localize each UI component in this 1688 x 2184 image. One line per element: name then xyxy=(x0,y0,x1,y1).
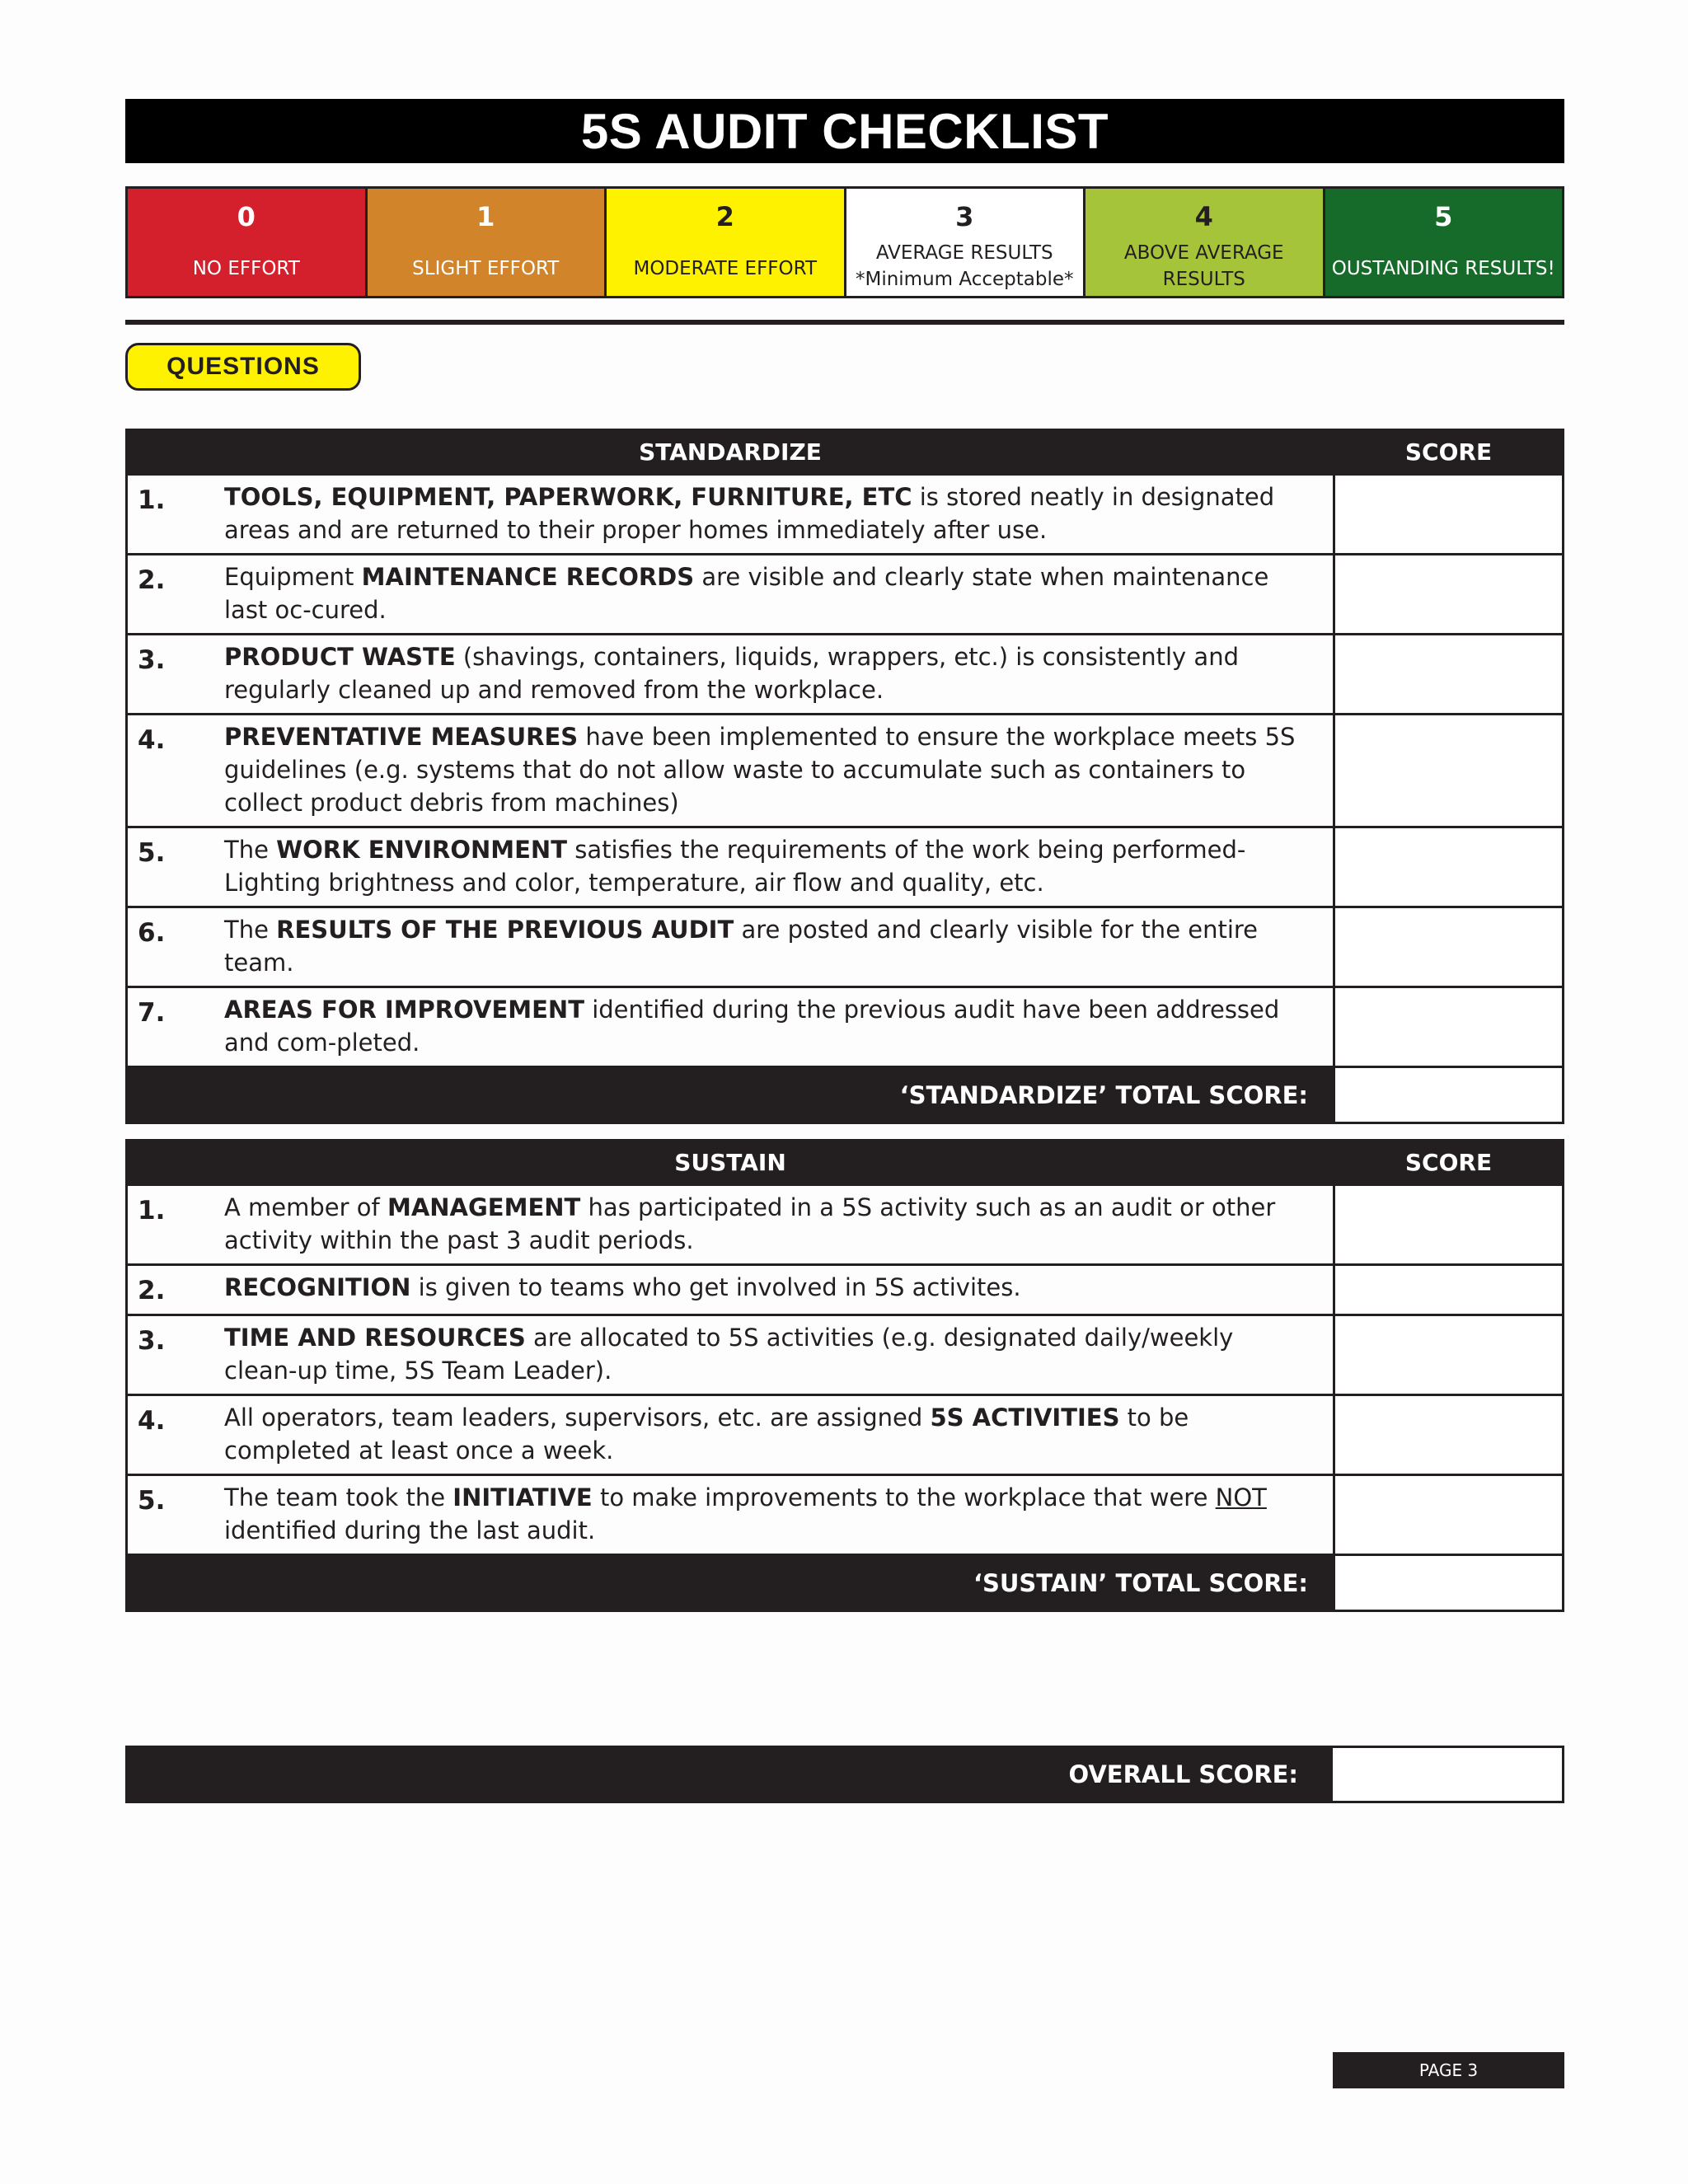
question-text xyxy=(224,1271,1021,1307)
question-text-fragment: have been implemented to ensure the workplace meets 5S guidelines (e.g. systems that do not allow waste to accumulate such as containers to collect product debris from machines) xyxy=(224,723,1296,817)
standardize-question-row xyxy=(127,715,1564,827)
question-number: 5. xyxy=(138,1486,166,1516)
question-text-fragment: Equipment xyxy=(224,563,362,591)
standardize-question-row xyxy=(127,987,1564,1067)
question-text-fragment: PREVENTATIVE MEASURES xyxy=(224,723,579,751)
question-text-fragment: The team took the xyxy=(224,1483,453,1511)
question-number: 2. xyxy=(138,565,166,595)
question-text-fragment: MANAGEMENT xyxy=(387,1193,581,1221)
question-text-fragment: MAINTENANCE RECORDS xyxy=(361,563,695,591)
score-field[interactable] xyxy=(1334,635,1564,715)
scale-level-2 xyxy=(607,189,846,296)
standardize-question-row xyxy=(127,475,1564,555)
question-text-fragment: TOOLS, EQUIPMENT, PAPERWORK, FURNITURE, ETC xyxy=(224,483,912,511)
checklist-page xyxy=(125,99,1564,2080)
question-cell xyxy=(127,987,1334,1067)
standardize-score-heading: SCORE xyxy=(1334,430,1564,475)
question-text-fragment: All operators, team leaders, supervisors, etc. are assigned xyxy=(224,1404,931,1432)
score-field[interactable] xyxy=(1334,1315,1564,1395)
page-number: PAGE 3 xyxy=(1333,2052,1564,2088)
question-text-fragment: are visible and clearly state when maintenance last oc-cured. xyxy=(224,563,1269,624)
scale-number: 0 xyxy=(237,201,256,232)
sustain-total-label: ‘SUSTAIN’ TOTAL SCORE: xyxy=(127,1555,1334,1611)
question-number: 3. xyxy=(138,645,166,675)
question-cell xyxy=(127,1185,1334,1265)
standardize-question-row xyxy=(127,907,1564,987)
question-text xyxy=(224,640,1313,706)
question-number: 4. xyxy=(138,725,166,755)
question-text xyxy=(224,1321,1313,1387)
question-text-fragment: is given to teams who get involved in 5S activites. xyxy=(410,1273,1021,1301)
score-field[interactable] xyxy=(1334,715,1564,827)
question-text-fragment: The xyxy=(224,836,277,864)
sustain-question-row xyxy=(127,1315,1564,1395)
sustain-question-row xyxy=(127,1265,1564,1315)
divider xyxy=(125,320,1564,325)
standardize-total-label: ‘STANDARDIZE’ TOTAL SCORE: xyxy=(127,1067,1334,1123)
question-text-fragment: are posted and clearly visible for the entire team. xyxy=(224,916,1259,977)
standardize-table xyxy=(125,429,1564,1124)
question-number: 3. xyxy=(138,1326,166,1356)
question-number: 4. xyxy=(138,1406,166,1436)
question-number: 5. xyxy=(138,838,166,868)
score-field[interactable] xyxy=(1334,1185,1564,1265)
question-text-fragment: identified during the previous audit have been addressed and com-pleted. xyxy=(224,996,1280,1057)
question-cell xyxy=(127,715,1334,827)
score-field[interactable] xyxy=(1334,907,1564,987)
question-text-fragment: satisfies the requirements of the work being performed- Lighting brightness and color, temperature, air flow and quality, etc. xyxy=(224,836,1246,897)
question-text xyxy=(224,560,1313,626)
sustain-score-heading: SCORE xyxy=(1334,1141,1564,1185)
scale-description: MODERATE EFFORT xyxy=(633,258,818,279)
standardize-heading: STANDARDIZE xyxy=(127,430,1334,475)
scale-level-5 xyxy=(1325,189,1563,296)
standardize-total-score-field[interactable] xyxy=(1334,1067,1564,1123)
scale-number: 1 xyxy=(476,201,495,232)
scale-description: SLIGHT EFFORT xyxy=(412,258,560,279)
question-text xyxy=(224,833,1313,899)
sustain-table xyxy=(125,1139,1564,1612)
question-text-fragment: The xyxy=(224,916,277,944)
question-text-fragment: A member of xyxy=(224,1193,387,1221)
question-text xyxy=(224,1191,1313,1257)
question-text-fragment: (shavings, containers, liquids, wrappers, etc.) is consistently and regularly cleaned up and removed from the workplace. xyxy=(224,643,1239,704)
score-field[interactable] xyxy=(1334,555,1564,635)
standardize-question-row xyxy=(127,635,1564,715)
question-number: 1. xyxy=(138,485,166,515)
score-field[interactable] xyxy=(1334,827,1564,907)
question-cell xyxy=(127,827,1334,907)
question-text-fragment: 5S ACTIVITIES xyxy=(930,1404,1120,1432)
question-text-fragment: is stored neatly in designated areas and are returned to their proper homes immediately after use. xyxy=(224,483,1275,544)
question-number: 1. xyxy=(138,1196,166,1226)
score-field[interactable] xyxy=(1334,1265,1564,1315)
sustain-question-row xyxy=(127,1185,1564,1265)
scale-level-1 xyxy=(368,189,607,296)
question-cell xyxy=(127,1395,1334,1475)
question-text xyxy=(224,1401,1313,1467)
question-text-fragment: PRODUCT WASTE xyxy=(224,643,456,671)
question-number: 7. xyxy=(138,998,166,1028)
question-cell xyxy=(127,635,1334,715)
sustain-total-score-field[interactable] xyxy=(1334,1555,1564,1611)
score-field[interactable] xyxy=(1334,987,1564,1067)
standardize-question-row xyxy=(127,827,1564,907)
rating-scale xyxy=(125,186,1564,298)
score-field[interactable] xyxy=(1334,1395,1564,1475)
question-text-fragment: to be completed at least once a week. xyxy=(224,1404,1189,1465)
sustain-heading: SUSTAIN xyxy=(127,1141,1334,1185)
question-text-fragment: identified during the last audit. xyxy=(224,1516,596,1544)
questions-label: QUESTIONS xyxy=(125,343,361,391)
question-text-fragment: to make improvements to the workplace that were xyxy=(592,1483,1216,1511)
question-text xyxy=(224,720,1313,819)
scale-number: 4 xyxy=(1194,201,1213,232)
scale-description: NO EFFORT xyxy=(192,258,300,279)
scale-level-0 xyxy=(128,189,368,296)
question-text-fragment: are allocated to 5S activities (e.g. designated daily/weekly clean-up time, 5S Team Leader). xyxy=(224,1324,1234,1385)
question-cell xyxy=(127,907,1334,987)
scale-number: 2 xyxy=(715,201,734,232)
overall-score-label: OVERALL SCORE: xyxy=(1068,1760,1298,1788)
question-cell xyxy=(127,1315,1334,1395)
question-text-fragment: TIME AND RESOURCES xyxy=(224,1324,526,1352)
question-text-fragment: AREAS FOR IMPROVEMENT xyxy=(224,996,584,1024)
question-text xyxy=(224,1481,1313,1547)
question-text-fragment: has participated in a 5S activity such as an audit or other activity within the past 3 audit periods. xyxy=(224,1193,1276,1254)
scale-level-4 xyxy=(1085,189,1325,296)
score-field[interactable] xyxy=(1334,475,1564,555)
question-text xyxy=(224,993,1313,1059)
question-text-fragment: NOT xyxy=(1215,1483,1267,1511)
question-cell xyxy=(127,1475,1334,1555)
question-cell xyxy=(127,475,1334,555)
sustain-question-row xyxy=(127,1395,1564,1475)
sustain-question-row xyxy=(127,1475,1564,1555)
question-text xyxy=(224,913,1313,979)
scale-description: OUSTANDING RESULTS! xyxy=(1331,258,1555,279)
scale-number: 5 xyxy=(1434,201,1453,232)
question-text xyxy=(224,480,1313,546)
scale-level-3 xyxy=(846,189,1086,296)
scale-number: 3 xyxy=(955,201,974,232)
question-text-fragment: WORK ENVIRONMENT xyxy=(276,836,567,864)
question-text-fragment: RECOGNITION xyxy=(224,1273,411,1301)
question-text-fragment: INITIATIVE xyxy=(452,1483,593,1511)
question-cell xyxy=(127,1265,1334,1315)
question-number: 2. xyxy=(138,1276,166,1305)
question-text-fragment: RESULTS OF THE PREVIOUS AUDIT xyxy=(276,916,734,944)
scale-description: AVERAGE RESULTS *Minimum Acceptable* xyxy=(855,242,1074,290)
scale-description: ABOVE AVERAGE RESULTS xyxy=(1123,242,1284,290)
question-cell xyxy=(127,555,1334,635)
standardize-question-row xyxy=(127,555,1564,635)
score-field[interactable] xyxy=(1334,1475,1564,1555)
question-number: 6. xyxy=(138,918,166,948)
overall-score-field[interactable] xyxy=(1333,1748,1562,1801)
overall-score-bar xyxy=(125,1746,1564,1803)
page-title: 5S AUDIT CHECKLIST xyxy=(125,99,1564,163)
